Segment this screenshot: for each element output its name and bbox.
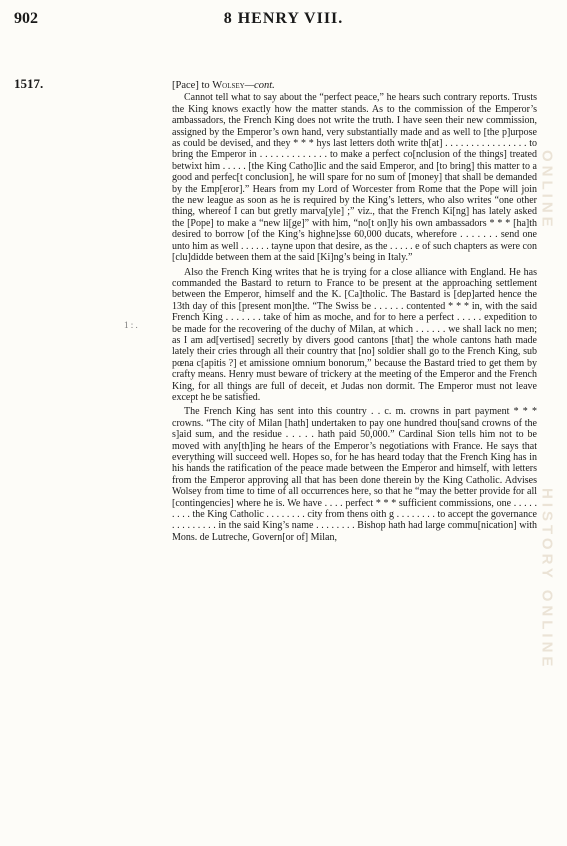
entry-body: [172, 80, 537, 546]
watermark-word-top: ONLINE: [538, 150, 556, 231]
heading-cont: —cont.: [244, 80, 275, 91]
year-marginal: 1517.: [14, 76, 44, 91]
watermark: [533, 150, 561, 670]
paragraph-3: The French King has sent into this country . . c. m. crowns in part payment * * * crowns. “The city of Milan [hath] undertaken to pay one hundred thou[sand crowns of the s]aid sum, and the residue . . . . . hath paid 50,000.” Cardinal Sion tells him not to be moved with any[th]ing he hears of the Emperor’s negotiations with France. He says that everything will succeed well. Hopes so, for he has heard today that the French King has in his hands the ratification of the peace made between the Emperor and himself, with letters from the Emperor approving all that has been done therein by the King Catholic. Advises Wolsey from time to time of all occurrences here, so that he “may the better provide for all [contingencies] where he is. We have . . . . perfect * * * sufficient commissions, one . . . . . . . . . the King Catholic . . . . . . . . city from thens oith g . . . . . . . . to accept the governance . . . . . . . . . in the said King’s name . . . . . . . . Bishop hath had large commu[nication] with Mons. de Lutreche, Govern[or of] Milan,: [172, 406, 537, 543]
running-title: 8 HENRY VIII.: [223, 10, 344, 27]
heading-name: Wolsey: [212, 80, 245, 91]
margin-mark: 1 : .: [124, 320, 138, 330]
entry-heading: [172, 80, 537, 91]
watermark-word-bottom: HISTORY ONLINE: [538, 487, 556, 670]
paragraph-1: Cannot tell what to say about the “perfect peace,” he hears such contrary reports. Trusts the King knows exactly how the matter stands. As to the commission of the Emperor’s ambassadors, the French King does not write the truth. I have seen their new commission, assigned by the Emperor’s own hand, very substantially made and as well to [the p]urpose as could be devised, and they * * * hys last letters doth write th[at] . . . . . . . . . . . . . . . . to bring the Emperor in . . . . . . . . . . . . . to make a perfect co[nclusion of the things] treated betwixt him . . . . . [the King Catho]lic and the said Emperor, and [to bring] this matter to a good and perfec[t conclusion], he will spare for no sum of [money] that shall be demanded by the Emp[eror].” Hears from my Lord of Worcester from Rome that the Pope will join the new league as soon as he is required by the King’s letters, who also writes “one other thing, whereof I can but gretly marva[yle] ;” viz., that the French Ki[ng] has lately asked the [Pope] to make a “new li[ge]” with him, “no[t on]ly his own ambassadors * * * [ha]th desired to borrow [of the King’s highne]sse 60,000 ducats, wherefore . . . . . . . send one unto him as well . . . . . . tayne upon that desire, as the . . . . . e of such chapters as were con [clu]didde between them at the said [Ki]ng’s being in Italy.”: [172, 92, 537, 264]
paragraph-2: Also the French King writes that he is trying for a close alliance with England. He has commanded the Bastard to return to France to be present at the approaching settlement between the Emperor, himself and the K. [Ca]tholic. The Bastard is [dep]arted hence the 13th day of this [present mon]the. “The Swiss be . . . . . . contented * * * in, with the said French King . . . . . . . take of him as moche, and for to here a perfect . . . . . expedition to be made for the recovering of the duchy of Milan, at which . . . . . . we shall lack no men; as I am ad[vertised] secretly by divers good cantons [that] the whole cantons hath made lately their cries through all their country that [no] soldier shall go to the French King, sub pœna c[apitis ?] et amissione omnium bonorum,” because the Bastard tried to get them by crafty means. Henry must beware of trickery at the meeting of the Emperor and the French King, for all things are full of deceit, et Judas non dormit. The Emperor must not leave except he be satisfied.: [172, 266, 537, 403]
heading-text: [Pace] to: [172, 80, 213, 91]
page-number: 902: [14, 10, 38, 27]
